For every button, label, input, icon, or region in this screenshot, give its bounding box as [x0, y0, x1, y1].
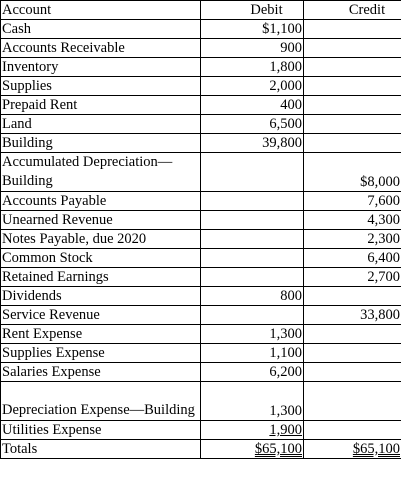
credit-cell: 7,600	[304, 192, 401, 211]
credit-cell	[304, 20, 401, 39]
table-row	[1, 77, 401, 96]
table-row	[1, 268, 401, 287]
account-cell: Service Revenue	[1, 306, 201, 325]
debit-value: 1,900	[269, 422, 302, 438]
account-cell: Rent Expense	[1, 325, 201, 344]
table-row	[1, 192, 401, 211]
credit-cell	[304, 96, 401, 115]
credit-cell: 4,300	[304, 211, 401, 230]
account-cell: Notes Payable, due 2020	[1, 230, 201, 249]
table-row	[1, 20, 401, 39]
credit-cell	[304, 39, 401, 58]
account-cell: Inventory	[1, 58, 201, 77]
table-row	[1, 211, 401, 230]
debit-cell: 2,000	[201, 77, 304, 96]
debit-cell: $1,100	[201, 20, 304, 39]
debit-cell: 1,100	[201, 344, 304, 363]
credit-cell	[304, 363, 401, 382]
account-cell: Prepaid Rent	[1, 96, 201, 115]
account-cell: Supplies Expense	[1, 344, 201, 363]
table-row	[1, 96, 401, 115]
table-row	[1, 249, 401, 268]
debit-cell: 1,800	[201, 58, 304, 77]
debit-cell: 1,300	[201, 382, 304, 421]
credit-cell	[304, 421, 401, 440]
account-cell: Unearned Revenue	[1, 211, 201, 230]
debit-cell: 900	[201, 39, 304, 58]
debit-cell	[201, 192, 304, 211]
debit-cell	[201, 268, 304, 287]
account-cell: Accounts Payable	[1, 192, 201, 211]
account-header: Account	[1, 1, 201, 20]
credit-total: $65,100	[352, 441, 400, 457]
debit-cell	[201, 249, 304, 268]
account-cell: Salaries Expense	[1, 363, 201, 382]
credit-cell	[304, 77, 401, 96]
account-cell: Accounts Receivable	[1, 39, 201, 58]
header-row	[1, 1, 401, 20]
account-cell: Dividends	[1, 287, 201, 306]
table-row	[1, 230, 401, 249]
table-row	[1, 153, 401, 192]
table-row	[1, 382, 401, 421]
credit-cell: 2,700	[304, 268, 401, 287]
table-row	[1, 58, 401, 77]
credit-total-cell	[304, 440, 401, 459]
credit-cell	[304, 382, 401, 421]
debit-total-cell	[201, 440, 304, 459]
totals-label: Totals	[1, 440, 201, 459]
account-cell: Utilities Expense	[1, 421, 201, 440]
account-cell: Cash	[1, 20, 201, 39]
credit-cell	[304, 115, 401, 134]
debit-cell	[201, 153, 304, 192]
table-row	[1, 363, 401, 382]
credit-cell: 2,300	[304, 230, 401, 249]
account-cell: Supplies	[1, 77, 201, 96]
credit-cell: 33,800	[304, 306, 401, 325]
credit-cell	[304, 325, 401, 344]
table-row	[1, 344, 401, 363]
debit-cell: 1,300	[201, 325, 304, 344]
table-row	[1, 421, 401, 440]
account-cell: Common Stock	[1, 249, 201, 268]
debit-cell: 800	[201, 287, 304, 306]
credit-cell	[304, 344, 401, 363]
credit-header: Credit	[304, 1, 401, 20]
totals-row	[1, 440, 401, 459]
debit-cell	[201, 306, 304, 325]
table-row	[1, 325, 401, 344]
account-cell: Depreciation Expense—Building	[1, 382, 201, 421]
debit-cell: 400	[201, 96, 304, 115]
account-cell: Land	[1, 115, 201, 134]
account-cell: Retained Earnings	[1, 268, 201, 287]
table-row	[1, 287, 401, 306]
debit-cell: 6,200	[201, 363, 304, 382]
debit-cell	[201, 211, 304, 230]
debit-header: Debit	[201, 1, 304, 20]
table-row	[1, 306, 401, 325]
table-row	[1, 115, 401, 134]
debit-cell: 39,800	[201, 134, 304, 153]
account-cell: Accumulated Depreciation—Building	[1, 153, 201, 192]
credit-cell	[304, 134, 401, 153]
debit-total: $65,100	[254, 441, 302, 457]
debit-cell: 6,500	[201, 115, 304, 134]
table-row	[1, 134, 401, 153]
credit-cell: 6,400	[304, 249, 401, 268]
credit-cell	[304, 287, 401, 306]
credit-cell: $8,000	[304, 153, 401, 192]
debit-cell	[201, 421, 304, 440]
credit-cell	[304, 58, 401, 77]
table-row	[1, 39, 401, 58]
account-cell: Building	[1, 134, 201, 153]
debit-cell	[201, 230, 304, 249]
